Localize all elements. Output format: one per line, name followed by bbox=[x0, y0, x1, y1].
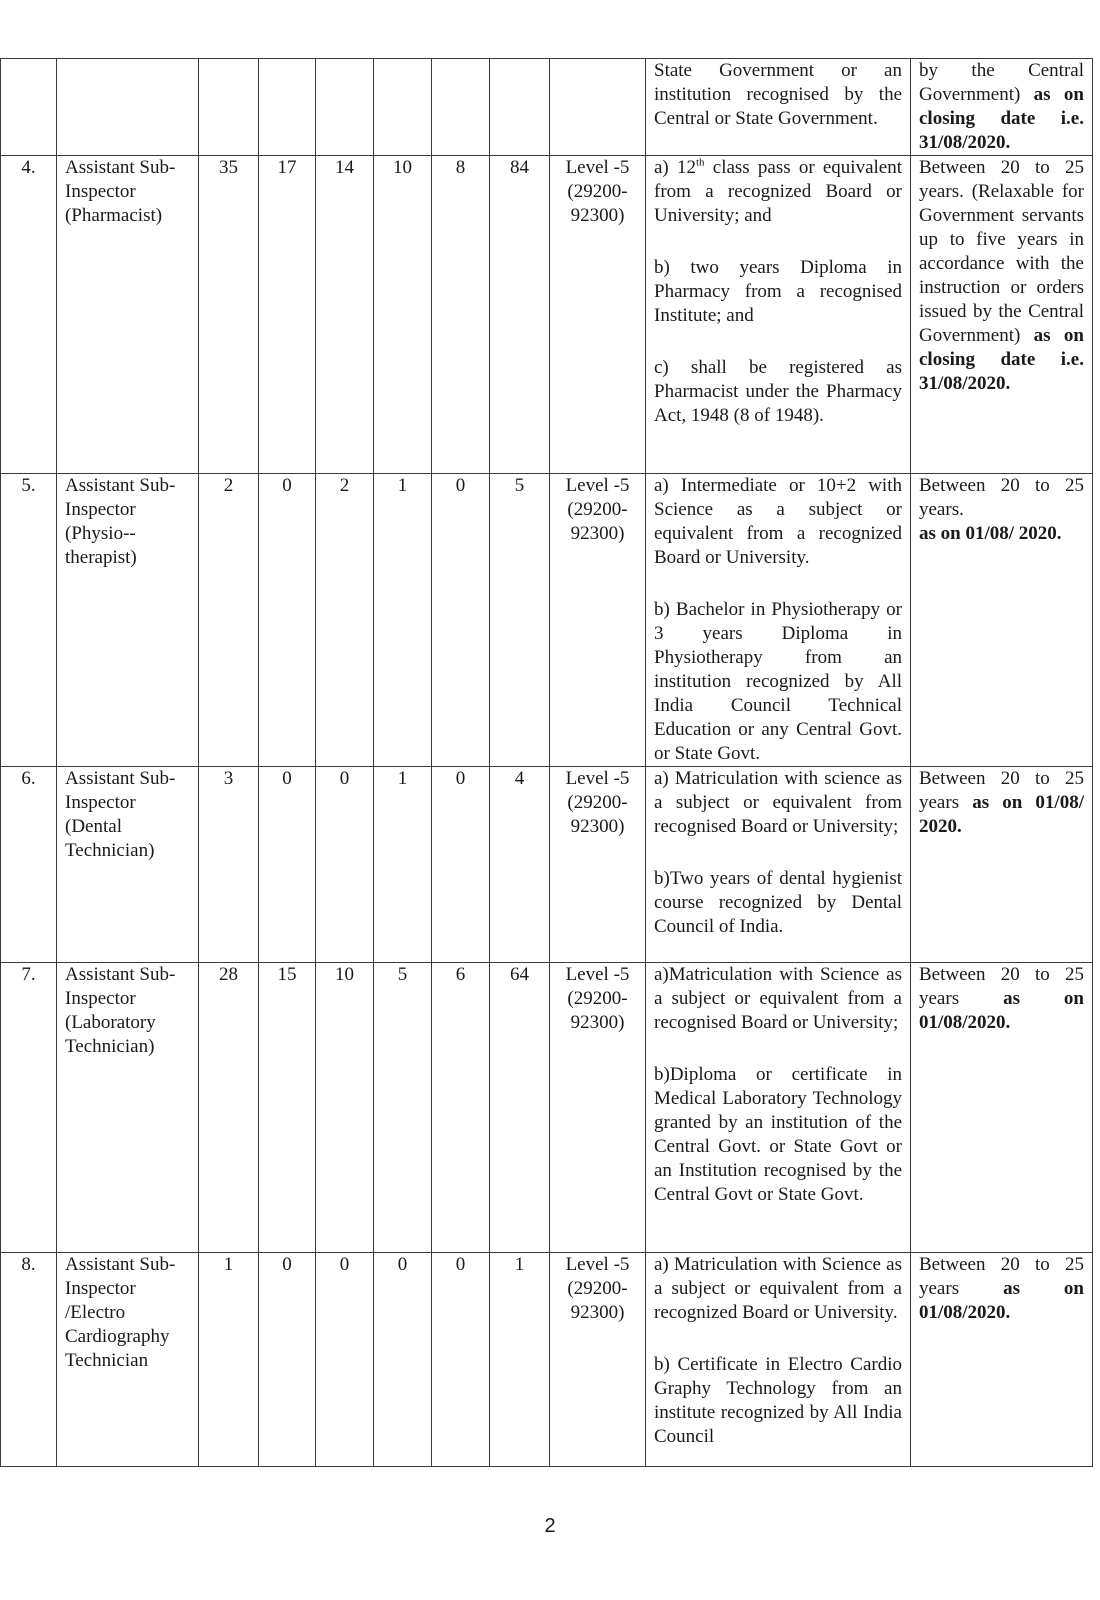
post-name: Assistant Sub-Inspector /Electro Cardiography Technician bbox=[57, 1253, 199, 1467]
count-cell bbox=[199, 59, 259, 156]
post-name: Assistant Sub-Inspector (Dental Technician) bbox=[57, 767, 199, 963]
post-name: Assistant Sub-Inspector (Pharmacist) bbox=[57, 156, 199, 474]
vacancy-count: 17 bbox=[259, 156, 316, 474]
pay-level bbox=[550, 474, 646, 767]
vacancy-count: 5 bbox=[374, 963, 432, 1253]
count-cell bbox=[374, 59, 432, 156]
count-cell bbox=[316, 59, 374, 156]
vacancy-count: 0 bbox=[374, 1253, 432, 1467]
vacancy-count: 15 bbox=[259, 963, 316, 1253]
vacancy-total: 4 bbox=[490, 767, 550, 963]
post-cell bbox=[57, 59, 199, 156]
vacancy-count: 1 bbox=[199, 1253, 259, 1467]
pay-cell bbox=[550, 59, 646, 156]
qualification-b: b)Two years of dental hygienist course recognized by Dental Council of India. bbox=[654, 868, 902, 937]
qualification-b: b)Diploma or certificate in Medical Laboratory Technology granted by an institution of the Central Govt. or State Govt or an Institution recognised by the Central Govt or State Govt. bbox=[654, 1064, 902, 1205]
pay-range: (29200-92300) bbox=[567, 792, 628, 837]
qualification-cell bbox=[646, 59, 911, 156]
pay-level-label: Level -5 bbox=[565, 1254, 630, 1275]
qualification-b: b) Bachelor in Physiotherapy or 3 years Diploma in Physiotherapy from an institution recognized by All India Council Technical Education or any Central Govt. or State Govt. bbox=[654, 599, 902, 764]
qualification-a: a) 12th class pass or equivalent from a recognized Board or University; and bbox=[654, 156, 903, 226]
vacancy-count: 6 bbox=[432, 963, 490, 1253]
age-limit: Between 20 to 25 years as on 01/08/2020. bbox=[919, 964, 1084, 1033]
age-cell bbox=[911, 59, 1093, 156]
pay-level-label: Level -5 bbox=[565, 157, 630, 178]
pay-level bbox=[550, 156, 646, 474]
vacancy-count: 3 bbox=[199, 767, 259, 963]
vacancy-count: 0 bbox=[316, 767, 374, 963]
sl-number: 8. bbox=[1, 1253, 57, 1467]
age-limit: Between 20 to 25 years as on 01/08/ 2020. bbox=[919, 768, 1084, 837]
pay-level-label: Level -5 bbox=[565, 768, 630, 789]
sl-number: 6. bbox=[1, 767, 57, 963]
count-cell bbox=[259, 59, 316, 156]
vacancy-count: 0 bbox=[432, 1253, 490, 1467]
vacancy-count: 1 bbox=[374, 767, 432, 963]
qualification-c: c) shall be registered as Pharmacist under the Pharmacy Act, 1948 (8 of 1948). bbox=[654, 357, 902, 426]
qualification-cell bbox=[646, 963, 911, 1253]
qualification-a: a) Intermediate or 10+2 with Science as a subject or equivalent from a recognized Board or University. bbox=[654, 475, 902, 568]
qualification-a: a)Matriculation with Science as a subject or equivalent from a recognised Board or University; bbox=[654, 964, 902, 1033]
pay-level-label: Level -5 bbox=[565, 475, 630, 496]
sl-cell bbox=[1, 59, 57, 156]
pay-range: (29200-92300) bbox=[567, 499, 628, 544]
qualification-a: a) Matriculation with science as a subject or equivalent from recognised Board or University; bbox=[654, 768, 902, 837]
vacancy-count: 10 bbox=[374, 156, 432, 474]
age-cell bbox=[911, 156, 1093, 474]
qualification-cell bbox=[646, 156, 911, 474]
age-cell bbox=[911, 474, 1093, 767]
table-row bbox=[1, 156, 1093, 474]
qualification-text: State Government or an institution recognised by the Central or State Government. bbox=[654, 60, 902, 129]
vacancy-count: 2 bbox=[199, 474, 259, 767]
age-limit: Between 20 to 25 years. as on 01/08/ 2020. bbox=[919, 475, 1084, 544]
age-cell bbox=[911, 1253, 1093, 1467]
vacancy-count: 2 bbox=[316, 474, 374, 767]
age-cell bbox=[911, 767, 1093, 963]
sl-number: 5. bbox=[1, 474, 57, 767]
vacancy-count: 35 bbox=[199, 156, 259, 474]
pay-level bbox=[550, 1253, 646, 1467]
vacancy-count: 0 bbox=[259, 474, 316, 767]
pay-range: (29200-92300) bbox=[567, 181, 628, 226]
post-name: Assistant Sub-Inspector (Laboratory Technician) bbox=[57, 963, 199, 1253]
vacancy-count: 0 bbox=[259, 1253, 316, 1467]
qualification-b: b) two years Diploma in Pharmacy from a recognised Institute; and bbox=[654, 257, 902, 326]
vacancy-count: 28 bbox=[199, 963, 259, 1253]
table-row bbox=[1, 767, 1093, 963]
pay-level bbox=[550, 767, 646, 963]
page-number: 2 bbox=[544, 1515, 556, 1537]
table-row bbox=[1, 963, 1093, 1253]
age-limit: Between 20 to 25 years as on 01/08/2020. bbox=[919, 1254, 1084, 1323]
vacancy-count: 0 bbox=[316, 1253, 374, 1467]
post-name: Assistant Sub-Inspector (Physio--therapist) bbox=[57, 474, 199, 767]
pay-range: (29200-92300) bbox=[567, 988, 628, 1033]
age-limit: by the Central Government) as on closing date i.e. 31/08/2020. bbox=[919, 60, 1084, 153]
vacancy-total: 64 bbox=[490, 963, 550, 1253]
vacancy-total: 5 bbox=[490, 474, 550, 767]
vacancy-count: 0 bbox=[432, 474, 490, 767]
qualification-cell bbox=[646, 767, 911, 963]
vacancy-total: 84 bbox=[490, 156, 550, 474]
count-cell bbox=[490, 59, 550, 156]
sl-number: 4. bbox=[1, 156, 57, 474]
vacancy-count: 10 bbox=[316, 963, 374, 1253]
recruitment-table bbox=[0, 58, 1093, 1467]
qualification-a: a) Matriculation with Science as a subject or equivalent from a recognized Board or University. bbox=[654, 1254, 902, 1323]
vacancy-count: 8 bbox=[432, 156, 490, 474]
table-row bbox=[1, 1253, 1093, 1467]
qualification-cell bbox=[646, 1253, 911, 1467]
vacancy-count: 14 bbox=[316, 156, 374, 474]
vacancy-count: 0 bbox=[259, 767, 316, 963]
pay-range: (29200-92300) bbox=[567, 1278, 628, 1323]
sl-number: 7. bbox=[1, 963, 57, 1253]
age-limit: Between 20 to 25 years. (Relaxable for Government servants up to five years in accordance with the instruction or orders issued by the Central Government) as on closing date i.e. 31/08/2020. bbox=[919, 157, 1084, 394]
qualification-cell bbox=[646, 474, 911, 767]
vacancy-count: 0 bbox=[432, 767, 490, 963]
qualification-b: b) Certificate in Electro Cardio Graphy Technology from an institute recognized by All India Council bbox=[654, 1354, 902, 1447]
pay-level-label: Level -5 bbox=[565, 964, 630, 985]
table-row bbox=[1, 59, 1093, 156]
count-cell bbox=[432, 59, 490, 156]
pay-level bbox=[550, 963, 646, 1253]
vacancy-total: 1 bbox=[490, 1253, 550, 1467]
table-row bbox=[1, 474, 1093, 767]
age-cell bbox=[911, 963, 1093, 1253]
vacancy-count: 1 bbox=[374, 474, 432, 767]
